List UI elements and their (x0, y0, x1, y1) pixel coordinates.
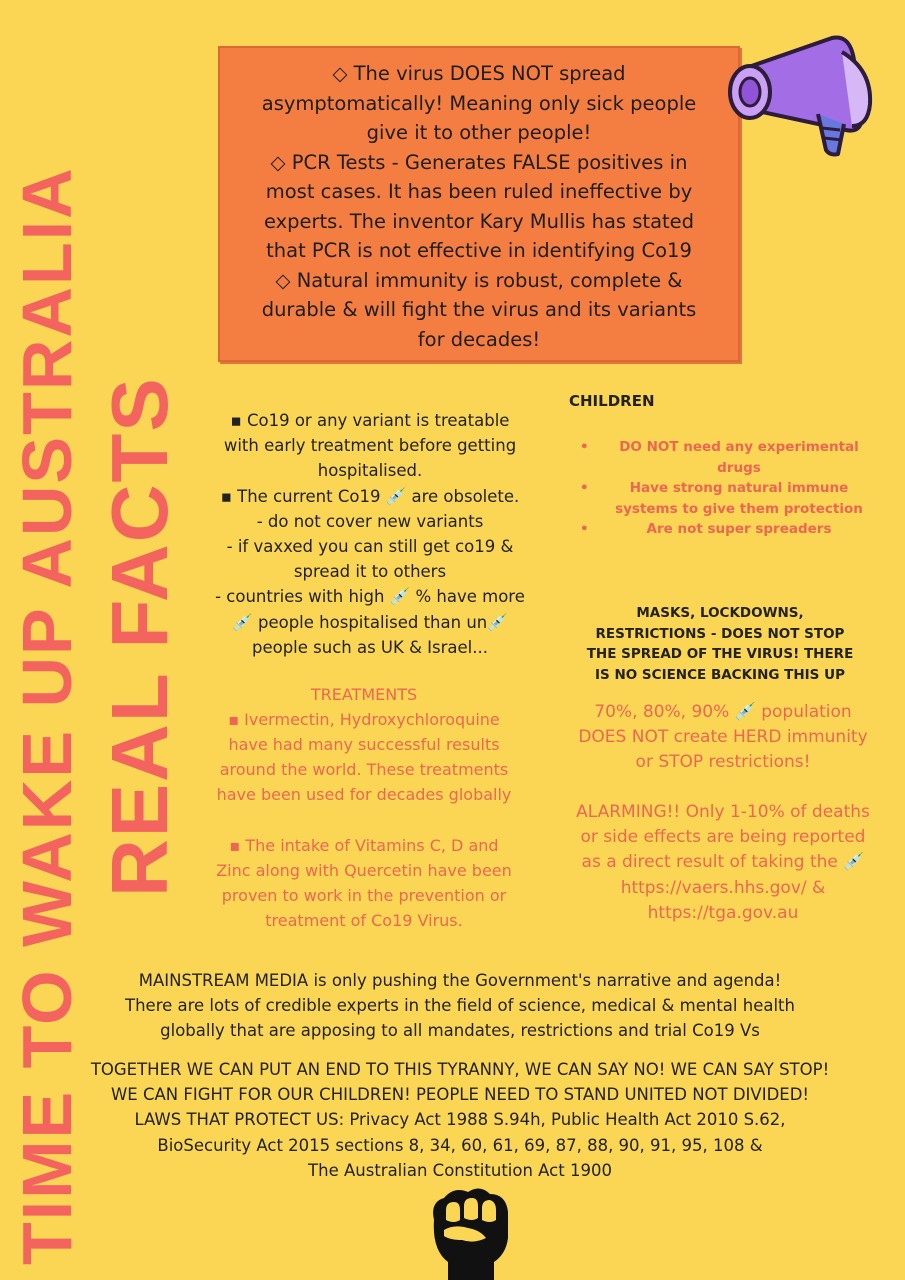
vertical-subtitle: REAL FACTS (95, 376, 184, 897)
laws-line: The Australian Constitution Act 1900 (308, 1160, 612, 1180)
children-item-text: Have strong natural immune (629, 480, 849, 496)
together-line: WE CAN FIGHT FOR OUR CHILDREN! PEOPLE NEED TO STAND UNITED NOT DIVIDED! (110, 1085, 810, 1105)
vitamin-line: ▪ The intake of Vitamins C, D and (229, 836, 499, 855)
vertical-title: TIME TO WAKE UP AUSTRALIA (8, 166, 86, 1265)
alarm-line: as a direct result of taking the 💉 (581, 852, 865, 873)
laws-line: BioSecurity Act 2015 sections 8, 34, 60, 61, 69, 87, 88, 90, 91, 95, 108 & (157, 1135, 763, 1155)
masks-line: THE SPREAD OF THE VIRUS! THERE (586, 646, 854, 662)
vitamin-line: treatment of Co19 Virus. (265, 911, 463, 930)
herd-line: or STOP restrictions! (635, 752, 811, 773)
treatment-line: ▪ Ivermectin, Hydroxychloroquine (228, 710, 500, 729)
vitamins-section (182, 833, 546, 933)
children-heading: CHILDREN (569, 392, 655, 410)
treatment-line: have been used for decades globally (216, 785, 512, 804)
claim-line: with early treatment before getting (223, 436, 517, 456)
box-line: most cases. It has been ruled ineffective by (265, 180, 693, 203)
raised-fist-icon (424, 1180, 516, 1280)
claim-line: ▪ The current Co19 💉 are obsolete. (220, 486, 520, 506)
alarming-section (560, 800, 886, 926)
children-item-text: systems to give them protection (615, 500, 863, 517)
claim-line: people such as UK & Israel... (251, 637, 489, 657)
claim-line: hospitalised. (317, 461, 423, 481)
box-line: durable & will fight the virus and its variants (261, 298, 697, 321)
media-line: MAINSTREAM MEDIA is only pushing the Government's narrative and agenda! (138, 971, 782, 990)
children-item (580, 437, 880, 478)
claim-line: spread it to others (293, 562, 447, 582)
claim-line: - if vaxxed you can still get co19 & (226, 537, 514, 557)
box-line: ◇ Natural immunity is robust, complete & (275, 268, 683, 292)
claim-line: - countries with high 💉 % have more (215, 587, 525, 607)
children-item-text: drugs (717, 459, 761, 476)
vaers-link: https://vaers.hhs.gov/ & (620, 877, 826, 898)
key-claims-box (218, 46, 740, 362)
vitamin-line: proven to work in the prevention or (221, 886, 507, 905)
treatment-line: have had many successful results (228, 735, 500, 754)
tga-link: https://tga.gov.au (647, 902, 799, 923)
children-item-text: Are not super spreaders (646, 521, 832, 537)
vitamin-line: Zinc along with Quercetin have been (216, 861, 512, 880)
treatment-line: around the world. These treatments (219, 760, 509, 779)
children-item (580, 519, 880, 540)
claim-line: ▪ Co19 or any variant is treatable (230, 411, 510, 430)
treatments-section (182, 682, 546, 807)
herd-line: DOES NOT create HERD immunity (578, 727, 868, 748)
children-list (580, 437, 880, 540)
box-line: for decades! (417, 327, 541, 351)
together-line: TOGETHER WE CAN PUT AN END TO THIS TYRANNY, WE CAN SAY NO! WE CAN SAY STOP! (90, 1060, 830, 1079)
bullet: • (580, 439, 589, 455)
masks-line: IS NO SCIENCE BACKING THIS UP (595, 666, 845, 683)
masks-section (565, 603, 875, 685)
bullet: • (580, 521, 589, 537)
alarm-line: ALARMING!! Only 1-10% of deaths (576, 802, 870, 822)
box-line: ◇ The virus DOES NOT spread (332, 62, 626, 85)
herd-immunity-section (560, 700, 886, 776)
bullet: • (580, 480, 589, 496)
box-line: ◇ PCR Tests - Generates FALSE positives in (270, 150, 688, 174)
claim-line: 💉 people hospitalised than un💉 (232, 612, 508, 632)
masks-line: MASKS, LOCKDOWNS, (636, 605, 804, 621)
treatments-heading: TREATMENTS (310, 685, 418, 704)
herd-line: 70%, 80%, 90% 💉 population (594, 702, 852, 722)
children-item (580, 478, 880, 519)
general-claims (190, 408, 550, 660)
children-item-text: DO NOT need any experimental (619, 439, 859, 455)
claim-line: - do not cover new variants (256, 511, 484, 531)
box-line: experts. The inventor Kary Mullis has stated (263, 209, 695, 233)
box-line: that PCR is not effective in identifying Co19 (266, 239, 692, 262)
together-section (80, 1057, 840, 1183)
box-line: asymptomatically! Meaning only sick people (261, 91, 697, 115)
media-line: globally that are apposing to all mandates, restrictions and trial Co19 Vs (160, 1021, 760, 1041)
laws-line: LAWS THAT PROTECT US: Privacy Act 1988 S.94h, Public Health Act 2010 S.62, (134, 1110, 786, 1130)
megaphone-icon (722, 30, 892, 160)
media-section (80, 968, 840, 1044)
alarm-line: or side effects are being reported (580, 827, 866, 848)
media-line: There are lots of credible experts in the field of science, medical & mental health (125, 996, 795, 1016)
box-line: give it to other people! (366, 121, 592, 144)
masks-line: RESTRICTIONS - DOES NOT STOP (595, 625, 845, 642)
